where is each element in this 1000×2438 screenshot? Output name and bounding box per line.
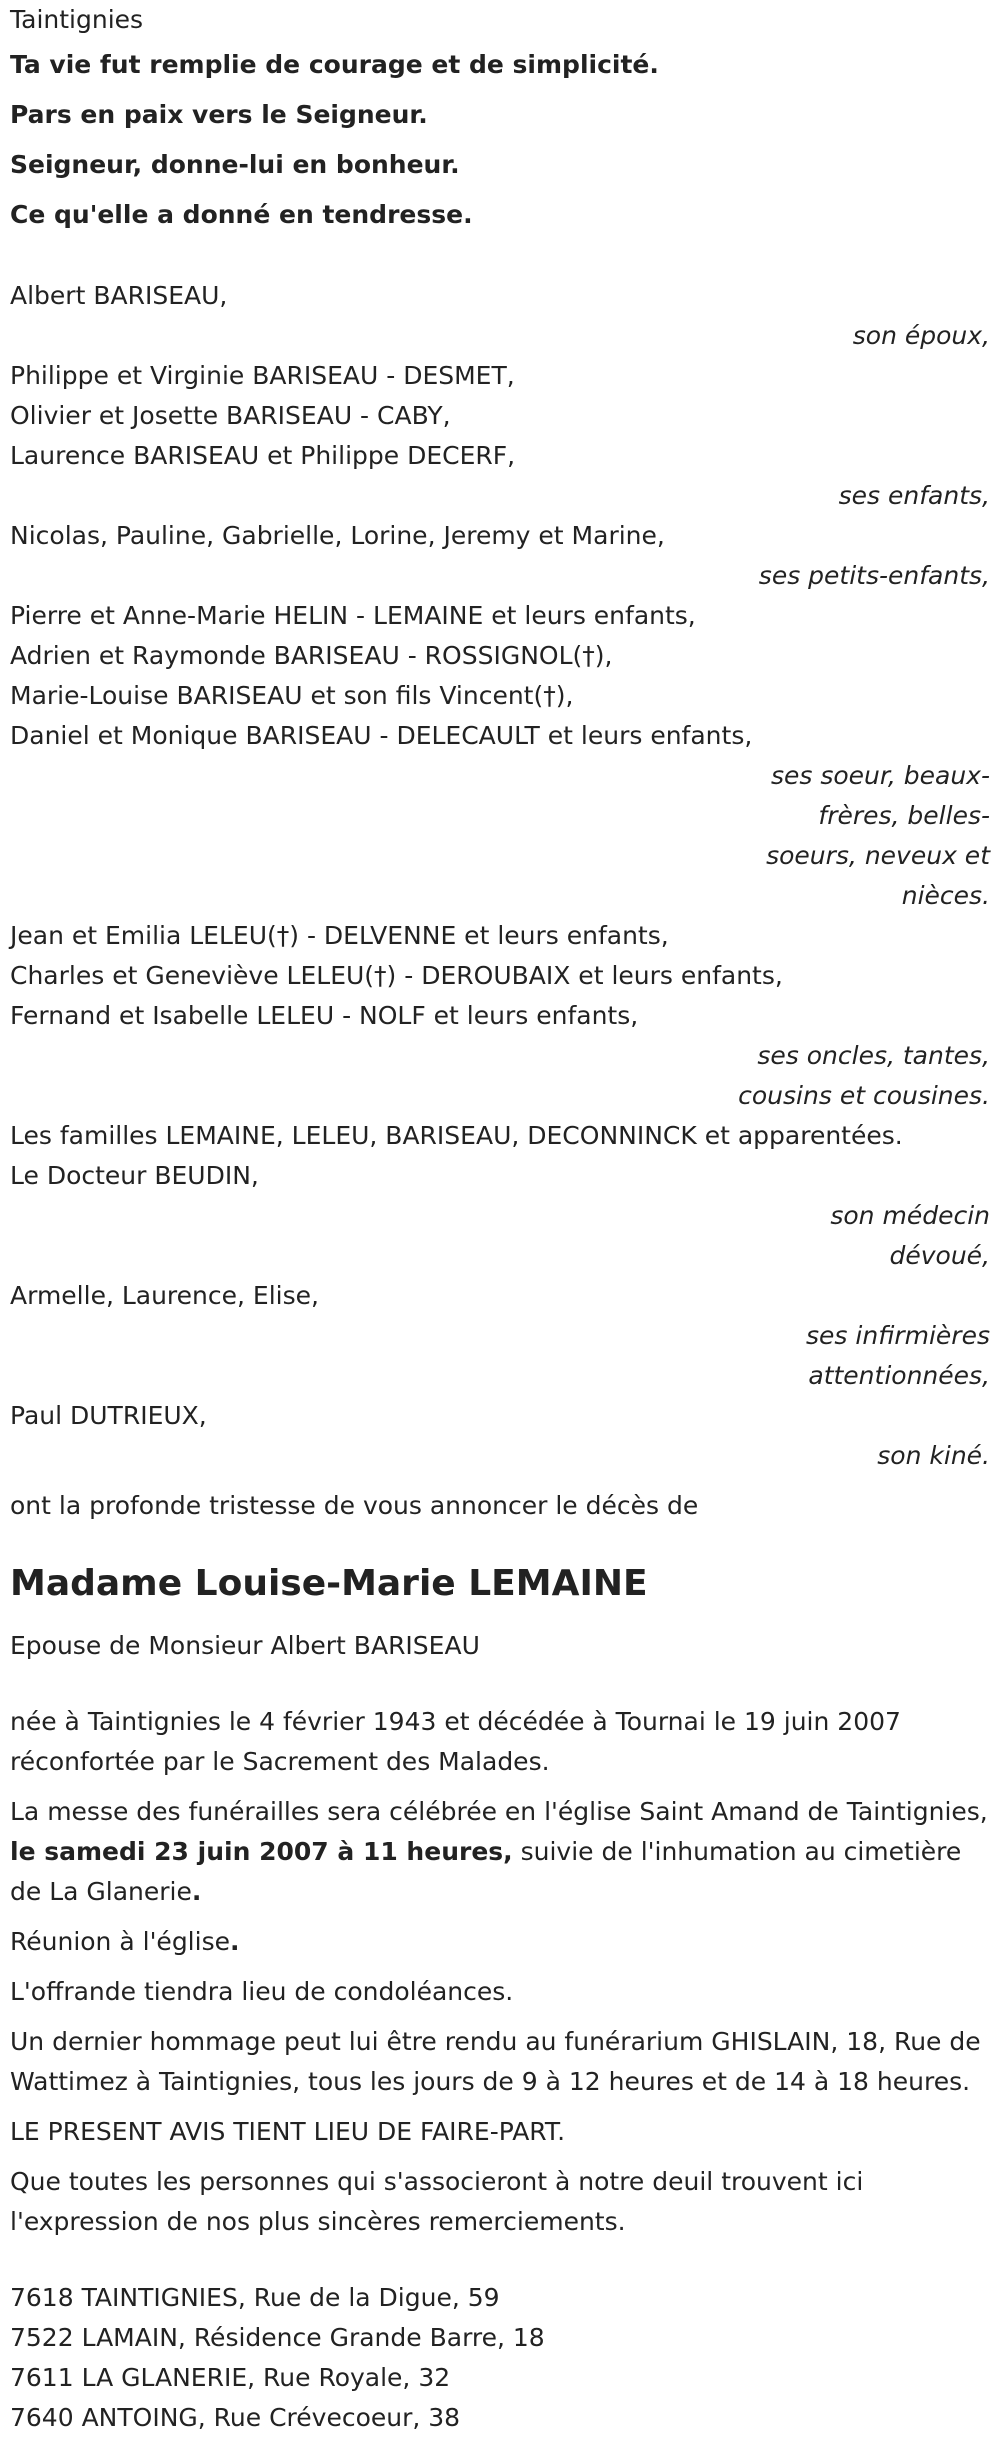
avis-line: LE PRESENT AVIS TIENT LIEU DE FAIRE-PART. <box>10 2117 566 2146</box>
family-role: son médecin <box>830 1201 990 1230</box>
hommage-paragraph: Un dernier hommage peut lui être rendu au funérarium GHISLAIN, 18, Rue de Wattimez à Taintignies, tous les jours de 9 à 12 heures et de 14 à 18 heures. <box>10 2027 981 2096</box>
address-list <box>10 2278 990 2438</box>
family-role: son époux, <box>852 321 990 350</box>
family-group-nurses <box>10 1276 990 1396</box>
family-name: Adrien et Raymonde BARISEAU - ROSSIGNOL(†), <box>10 641 613 670</box>
mass-date: le samedi 23 juin 2007 à 11 heures, <box>10 1837 513 1866</box>
family-name: Armelle, Laurence, Elise, <box>10 1281 319 1310</box>
reunion-period: . <box>229 1927 240 1956</box>
town-name: Taintignies <box>10 5 144 34</box>
family-name: Daniel et Monique BARISEAU - DELECAULT et leurs enfants, <box>10 721 753 750</box>
announcement: ont la profonde tristesse de vous annoncer le décès de <box>10 1491 699 1520</box>
address-line: 7640 ANTOING, Rue Crévecoeur, 38 <box>10 2403 461 2432</box>
family-group-doctor <box>10 1116 990 1276</box>
poem <box>10 40 990 240</box>
mass-paragraph <box>10 1792 990 1912</box>
family-name: Charles et Geneviève LELEU(†) - DEROUBAIX et leurs enfants, <box>10 961 783 990</box>
birth-death <box>10 1702 990 1782</box>
family-name: Marie-Louise BARISEAU et son fils Vincent(†), <box>10 681 574 710</box>
family-name: Paul DUTRIEUX, <box>10 1401 207 1430</box>
family-group-siblings <box>10 596 990 916</box>
family-name: Le Docteur BEUDIN, <box>10 1161 259 1190</box>
family-name: Philippe et Virginie BARISEAU - DESMET, <box>10 361 515 390</box>
family-name: Fernand et Isabelle LELEU - NOLF et leurs enfants, <box>10 1001 639 1030</box>
obituary-page <box>10 0 990 2438</box>
family-role: nièces. <box>901 881 990 910</box>
family-role: soeurs, neveux et <box>766 841 990 870</box>
family-group-uncles <box>10 916 990 1116</box>
family-name: Albert BARISEAU, <box>10 281 228 310</box>
birth-line: née à Taintignies le 4 février 1943 et décédée à Tournai le 19 juin 2007 <box>10 1707 901 1736</box>
family-name: Les familles LEMAINE, LELEU, BARISEAU, DECONNINCK et apparentées. <box>10 1121 903 1150</box>
address-line: 7618 TAINTIGNIES, Rue de la Digue, 59 <box>10 2283 500 2312</box>
deceased-name: Madame Louise-Marie LEMAINE <box>10 1563 648 1604</box>
family-role: dévoué, <box>889 1241 990 1270</box>
mass-text: La messe des funérailles sera célébrée en l'église Saint Amand de Taintignies, <box>10 1797 988 1826</box>
offrande-line: L'offrande tiendra lieu de condoléances. <box>10 1977 514 2006</box>
address-line: 7611 LA GLANERIE, Rue Royale, 32 <box>10 2363 451 2392</box>
family-name: Nicolas, Pauline, Gabrielle, Lorine, Jeremy et Marine, <box>10 521 665 550</box>
family-name: Pierre et Anne-Marie HELIN - LEMAINE et leurs enfants, <box>10 601 696 630</box>
family-role: frères, belles- <box>818 801 990 830</box>
family-name: Laurence BARISEAU et Philippe DECERF, <box>10 441 516 470</box>
mass-burial: suivie de l'inhumation au cimetière de La Glanerie <box>10 1837 962 1906</box>
family-name: Jean et Emilia LELEU(†) - DELVENNE et leurs enfants, <box>10 921 669 950</box>
poem-line: Seigneur, donne-lui en bonheur. <box>10 150 460 179</box>
family-role: ses infirmières <box>806 1321 990 1350</box>
poem-line: Pars en paix vers le Seigneur. <box>10 100 428 129</box>
family-group-spouse <box>10 276 990 356</box>
reunion-line <box>10 1922 990 1962</box>
family-group-physio <box>10 1396 990 1476</box>
family-role: ses enfants, <box>838 481 990 510</box>
family-role: cousins et cousines. <box>738 1081 990 1110</box>
poem-line: Ta vie fut remplie de courage et de simplicité. <box>10 50 659 79</box>
family-name: Olivier et Josette BARISEAU - CABY, <box>10 401 451 430</box>
family-role: son kiné. <box>877 1441 990 1470</box>
family-role: ses soeur, beaux- <box>770 761 990 790</box>
remerciements-paragraph: Que toutes les personnes qui s'associeront à notre deuil trouvent ici l'expression de nos plus sincères remerciements. <box>10 2167 864 2236</box>
reunion-text: Réunion à l'église <box>10 1927 230 1956</box>
family-group-grandchildren <box>10 516 990 596</box>
family-role: ses petits-enfants, <box>758 561 990 590</box>
family-group-children <box>10 356 990 516</box>
poem-line: Ce qu'elle a donné en tendresse. <box>10 200 473 229</box>
mass-period: . <box>191 1877 202 1906</box>
sacrament-line: réconfortée par le Sacrement des Malades. <box>10 1747 550 1776</box>
family-role: ses oncles, tantes, <box>757 1041 990 1070</box>
spouse-line: Epouse de Monsieur Albert BARISEAU <box>10 1631 480 1660</box>
address-line: 7522 LAMAIN, Résidence Grande Barre, 18 <box>10 2323 545 2352</box>
family-role: attentionnées, <box>808 1361 990 1390</box>
